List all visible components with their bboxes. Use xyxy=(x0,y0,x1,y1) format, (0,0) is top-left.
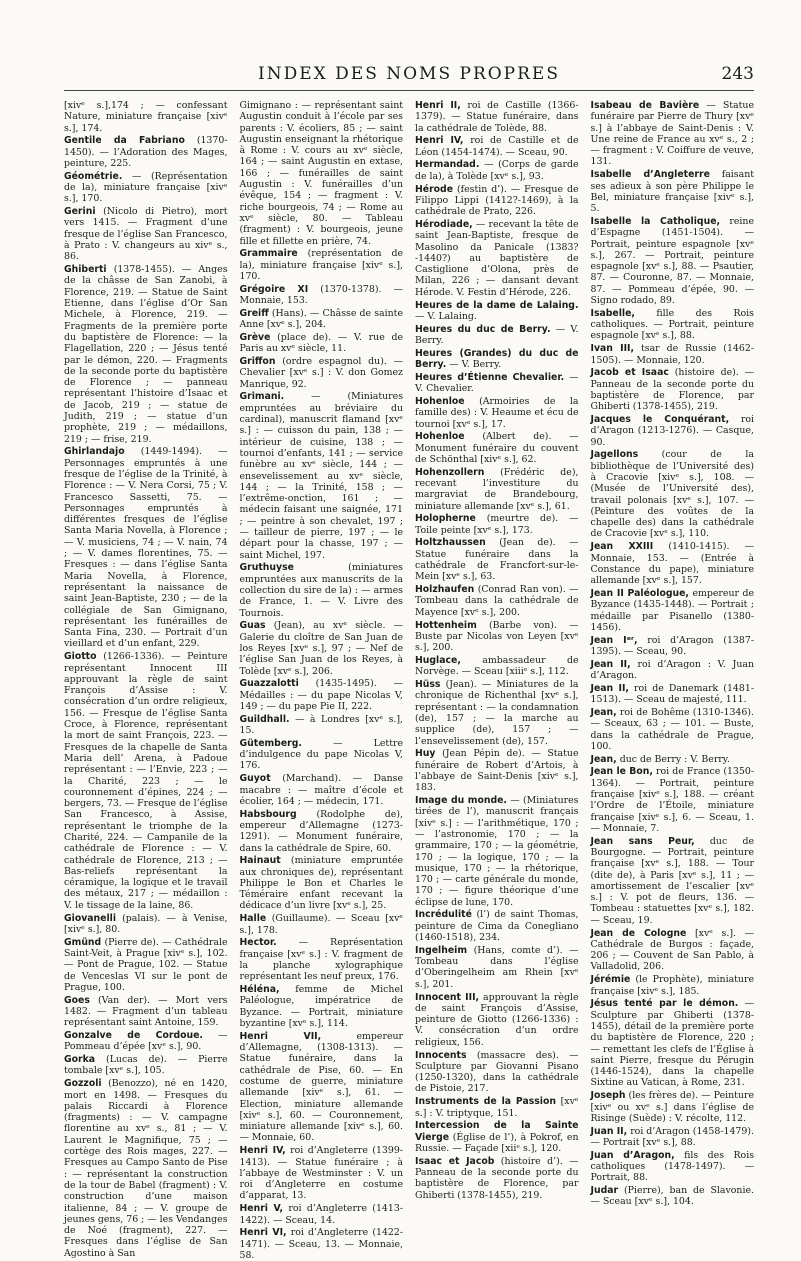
index-entry xyxy=(415,537,579,582)
entry-headword: Gruthuyse xyxy=(239,562,294,574)
entry-headword: Guildhall. xyxy=(239,713,290,725)
entry-headword: Jean II, xyxy=(590,682,629,694)
entry-text: (Albert de). — Monument funéraire du couvent de Schönthal [xivᵉ s.], 62. xyxy=(415,431,579,465)
entry-text: (Église de l’), à Pokrof, en Russie. — Façade [xiiᵉ s.], 120. xyxy=(415,1131,579,1154)
index-entry xyxy=(240,356,404,390)
entry-text: (place de). — V. rue de Paris au xvᵉ siècle, 11. xyxy=(239,331,404,355)
entry-text: (1370-1450). — l’Adoration des Mages, peinture, 225. xyxy=(64,135,228,169)
index-entry xyxy=(240,984,404,1029)
entry-text: (Hans). — Châsse de sainte Anne [xvᵉ s.], 204. xyxy=(239,307,403,331)
index-entry xyxy=(64,135,228,169)
entry-headword: Goes xyxy=(64,994,90,1006)
index-entry xyxy=(591,541,755,586)
entry-text: roi d’Angleterre (1422-1471). — Sceau, 13. — Monnaie, 58. xyxy=(239,1227,404,1261)
entry-headword: Huglace, xyxy=(415,654,461,666)
index-entry xyxy=(415,100,579,134)
entry-text: (histoire de). — Panneau de la seconde porte du baptistère de Florence, par Ghiberti (1378-1455), 219. xyxy=(590,367,755,413)
entry-text: — Sculpture par Ghiberti (1378-1455), détail de la première porte du baptistère de Florence, 220 ; — remettant les clefs de l’Église à saint Pierre, fresque du Pérugin (1446-1524), dans la chapelle Sixtine au Vatican, à Rome, 231. xyxy=(590,998,754,1089)
entry-headword: Jacob et Isaac xyxy=(590,367,669,379)
entry-text: — recevant la tête de saint Jean-Baptiste, fresque de Masolino da Panicale (1383?-1440?) au baptistère de Castiglione d’Olona, près de Milan, 226 ; — dansant devant Hérode. V. Festin d’Hérode, 226. xyxy=(415,218,579,298)
entry-text: duc de Berry : V. Berry. xyxy=(619,753,730,765)
entry-headword: Jean Iᵉʳ, xyxy=(590,634,638,646)
index-entry xyxy=(240,284,404,307)
entry-text: fille des Rois catholiques. — Portrait, peinture espagnole [xvᵉ s.], 88. xyxy=(590,307,754,342)
entry-text: (Jean de). — Statue funéraire dans la cathédrale de Francfort-sur-le-Mein [xvᵉ s.], 63. xyxy=(415,537,579,583)
running-header xyxy=(64,64,754,91)
entry-text: roi d’Angleterre (1413-1422). — Sceau, 14. xyxy=(239,1203,403,1226)
index-entry xyxy=(64,937,228,993)
index-columns xyxy=(64,100,755,1261)
index-entry xyxy=(591,414,755,448)
entry-text: (Pierre), ban de Slavonie. — Sceau [xvᵉ s.], 104. xyxy=(590,1185,754,1208)
entry-headword: Ghiberti xyxy=(64,264,107,276)
column-3 xyxy=(415,100,579,1201)
entry-text: (Hans, comte d’). — Tombeau dans l’église d’Oberingelheim am Rhein [xvᵉ s.], 201. xyxy=(415,944,579,990)
index-entry xyxy=(415,620,579,654)
entry-headword: Jean de Cologne xyxy=(590,927,687,939)
entry-headword: Heures du duc de Berry. xyxy=(415,323,551,335)
entry-text: (Nicolo di Pietro), mort vers 1415. — Fragment d’une fresque de l’église San Francesco, à Prato : V. changeurs au xivᵉ s., 86. xyxy=(64,206,228,263)
entry-headword: Guyot xyxy=(239,773,271,785)
index-entry xyxy=(591,449,755,539)
entry-headword: Joseph xyxy=(590,1090,626,1102)
entry-headword: Heures d’Étienne Chevalier. xyxy=(415,371,565,383)
entry-headword: Gorka xyxy=(64,1054,96,1066)
entry-headword: Hüss xyxy=(415,679,441,691)
entry-headword: Hohenzollern xyxy=(415,466,485,478)
entry-headword: Hottenheim xyxy=(415,619,477,631)
index-entry xyxy=(591,998,755,1088)
index-entry xyxy=(240,248,404,282)
entry-headword: Henri VII, xyxy=(239,1030,322,1042)
index-entry xyxy=(64,1078,228,1259)
entry-text: ambassadeur de Norvège. — Sceau [xiiiᵉ s.], 112. xyxy=(415,654,579,678)
entry-headword: Gütemberg. xyxy=(239,737,302,749)
column-1 xyxy=(64,100,228,1259)
entry-headword: Heures de la dame de Lalaing. xyxy=(415,299,579,311)
entry-headword: Isaac et Jacob xyxy=(415,1155,495,1167)
entry-headword: Ghirlandajo xyxy=(64,446,125,458)
entry-text: (Marchand). — Danse macabre : — maître d’école et écolier, 164 ; — médecin, 171. xyxy=(239,773,403,807)
index-entry xyxy=(240,100,404,247)
entry-text: (Pierre de). — Cathédrale Saint-Veit, à Prague [xivᵉ s.], 102. — Pont de Prague, 102. — Statue de Venceslas VI sur le pont de Prague, 100. xyxy=(64,936,228,993)
entry-text: (1410-1415). — Monnaie, 153. — (Entrée à Constance du pape), miniature allemande [xvᵉ s.], 157. xyxy=(590,541,754,587)
index-entry xyxy=(415,219,579,298)
index-entry xyxy=(591,367,755,412)
entry-headword: Guas xyxy=(239,620,266,632)
index-entry xyxy=(240,308,404,331)
entry-headword: Grève xyxy=(239,331,271,343)
index-entry xyxy=(415,992,579,1048)
column-2 xyxy=(239,100,404,1261)
index-entry xyxy=(64,446,228,649)
entry-headword: Giotto xyxy=(64,651,97,663)
entry-text: (Jean). — Miniatures de la chronique de Richenthal [xvᵉ s.], représentant : — la condamnation (de), 157 ; — la marche au supplice (de), 157 ; — l’ensevelissement (de), 157. xyxy=(415,679,579,747)
index-entry xyxy=(415,748,579,793)
index-entry xyxy=(240,714,404,737)
index-entry xyxy=(591,169,755,214)
entry-headword: Juan d’Aragon, xyxy=(590,1149,675,1161)
entry-headword: Hector. xyxy=(239,937,277,949)
entry-headword: Jean, xyxy=(590,706,617,718)
entry-text: (1435-1495). — Médailles : — du pape Nicolas V, 149 ; — du pape Pie II, 222. xyxy=(239,678,403,712)
entry-text: Gimignano : — représentant saint Augustin conduit à l’école par ses parents : V. écoliers, 85 ; — saint Augustin enseignant la rhétorique à Rome : V. cours au xvᵉ siècle, 164 ; — saint Augustin en extase, 166 ; — funérailles de saint Augustin : V. funérailles d’un évêque, 154 ; — fragment : V. riche bourgeois, 74 ; — Rome au xvᵉ siècle, 80. — Tableau (fragment) : V. bourgeois, jeune fille et fillette en prière, 74. xyxy=(239,100,403,247)
index-entry xyxy=(64,100,228,134)
page-number: 243 xyxy=(721,64,754,84)
entry-headword: Ivan III, xyxy=(590,343,635,355)
entry-headword: Henri IV, xyxy=(415,135,464,147)
index-entry xyxy=(240,1203,404,1226)
entry-text: empereur d’Allemagne, (1308-1313). — Statue funéraire, dans la cathédrale de Pise, 60. — En costume de guerre, miniature allemande [xivᵉ s.], 61. — Election, miniature allemande [xivᵉ s.], 60. — Couronnement, miniature allemande [xivᵉ s.], 60. — Monnaie, 60. xyxy=(239,1030,404,1144)
entry-text: — (Miniatures empruntées au bréviaire du cardinal), manuscrit flamand [xvᵉ s.] : — cuisson du pain, 138 ; — intérieur de cuisine, 138 ; — tournoi d’enfants, 141 ; — service funèbre au xvᵉ siècle, 144 ; — ensevelissement au xvᵉ siècle, 144 ; — la Trinité, 158 ; — l’extrême-onction, 161 ; — médecin faisant une saignée, 171 ; — peintre à son chevalet, 197 ; — tailleur de pierre, 197 ; — le départ pour la chasse, 197 ; — saint Michel, 197. xyxy=(239,391,403,561)
entry-text: (1370-1378). — Monnaie, 153. xyxy=(239,283,403,307)
entry-text: — V. Berry. xyxy=(415,323,579,346)
index-entry xyxy=(415,159,579,182)
index-entry xyxy=(415,467,579,512)
entry-headword: Heures (Grandes) du duc de Berry. xyxy=(415,347,579,371)
entry-text: (Jean), au xvᵉ siècle. — Galerie du cloître de San Juan de los Reyes [xvᵉ s.], 97 ; — Nef de l’église San Juan de los Reyes, à Tolède [xvᵉ s.], 206. xyxy=(239,620,403,677)
column-4 xyxy=(590,100,755,1208)
entry-headword: Image du monde. xyxy=(415,795,507,807)
entry-headword: Grammaire xyxy=(239,248,298,260)
entry-headword: Jagellons xyxy=(590,449,639,461)
entry-headword: Holzhaufen xyxy=(415,584,475,596)
index-entry xyxy=(240,332,404,355)
index-entry xyxy=(240,678,404,712)
entry-headword: Henri II, xyxy=(415,100,461,111)
index-entry xyxy=(64,995,228,1029)
entry-headword: Griffon xyxy=(239,356,276,368)
entry-headword: Holtzhaussen xyxy=(415,537,486,549)
entry-text: roi d’Aragon (1387-1395). — Sceau, 90. xyxy=(590,634,754,657)
index-entry xyxy=(240,855,404,911)
entry-headword: Géométrie. xyxy=(64,170,123,182)
entry-text: (Van der). — Mort vers 1482. — Fragment d’un tableau représentant saint Antoine, 159. xyxy=(64,994,228,1029)
entry-headword: Isabelle d’Angleterre xyxy=(590,169,710,181)
entry-text: [xvᵉ s.]. — Cathédrale de Burgos : façade, 206 ; — Couvent de San Pablo, à Valladolid, 206. xyxy=(590,927,755,973)
index-entry xyxy=(415,584,579,618)
index-entry xyxy=(64,264,228,445)
entry-text: tsar de Russie (1462-1505). — Monnaie, 120. xyxy=(590,343,754,366)
index-entry xyxy=(415,300,579,323)
index-entry xyxy=(240,773,404,807)
index-entry xyxy=(415,795,579,908)
index-entry xyxy=(415,135,579,158)
entry-text: (Armoiries de la famille des) : V. Heaume et écu de tournoi [xvᵉ s.], 17. xyxy=(415,395,579,430)
index-entry xyxy=(64,206,228,262)
entry-text: — (Miniatures tirées de l’), manuscrit français [xivᵉ s.] : — l’arithmétique, 170 ; — l’astronomie, 170 ; — la grammaire, 170 ; — la géométrie, 170 ; — la logique, 170 ; — la musique, 170 ; — la rhétorique, 170 ; — carte générale du monde, 170 ; — figure théorique d’une éclipse de lune, 170. xyxy=(415,795,579,908)
entry-text: faisant ses adieux à son père Philippe le Bel, miniature française [xivᵉ s.], 5. xyxy=(590,169,755,215)
index-entry xyxy=(240,809,404,854)
entry-text: roi d’Aragon : V. Juan d’Aragon. xyxy=(590,658,755,682)
entry-headword: Juan II, xyxy=(590,1125,628,1137)
index-entry xyxy=(240,620,404,676)
entry-text: (le Prophète), miniature française [xivᵉ s.], 185. xyxy=(590,974,754,997)
entry-text: (miniature empruntée aux chroniques de), représentant Philippe le Bon et Charles le Téméraire enfant recevant la dédicace d’un livre [xvᵉ s.], 25. xyxy=(239,855,403,912)
entry-headword: Jérémie xyxy=(590,974,631,986)
entry-headword: Hohenloe xyxy=(415,395,465,407)
index-entry xyxy=(415,348,579,371)
index-entry xyxy=(240,1227,404,1261)
entry-headword: Gentile da Fabriano xyxy=(64,135,185,147)
entry-text: (Conrad Ran von). — Tombeau dans la cathédrale de Mayence [xvᵉ s.], 200. xyxy=(415,584,579,618)
entry-text: fils des Rois catholiques (1478-1497). — Portrait, 88. xyxy=(590,1149,755,1184)
entry-headword: Jean XXIII xyxy=(590,541,654,553)
entry-headword: Jean le Bon, xyxy=(590,766,653,778)
entry-text: (Rodolphe de), empereur d’Allemagne (1273-1291). — Monument funéraire, dans la cathédrale de Spire, 60. xyxy=(239,808,403,854)
index-entry xyxy=(591,1090,755,1124)
entry-headword: Gozzoli xyxy=(64,1078,102,1090)
index-entry xyxy=(415,431,579,465)
entry-text: — à Londres [xvᵉ s.], 15. xyxy=(239,713,403,737)
index-entry xyxy=(591,754,755,765)
entry-text: femme de Michel Paléologue, impératrice de Byzance. — Portrait, miniature byzantine [xvᵉ s.], 114. xyxy=(239,984,403,1029)
entry-text: — Pommeau d’épée [xvᵉ s.], 90. xyxy=(64,1030,228,1053)
entry-text: (miniatures empruntées aux manuscrits de la collection du sire de la) : — armes de France, 1. — V. Livre des Tournois. xyxy=(239,562,403,619)
entry-text: approuvant la règle de saint François d’Assise, peinture de Giotto (1266-1336) : V. consécration d’un ordre religieux, 156. xyxy=(415,991,579,1048)
entry-headword: Hainaut xyxy=(239,855,281,867)
entry-headword: Innocent III, xyxy=(415,991,480,1003)
entry-text: — (Représentation de la), miniature française [xivᵉ s.], 170. xyxy=(64,170,228,205)
index-entry xyxy=(591,766,755,834)
entry-text: roi de Danemark (1481-1513). — Sceau de majesté, 111. xyxy=(590,682,754,706)
entry-headword: Ingelheim xyxy=(415,944,468,956)
index-entry xyxy=(64,171,228,205)
entry-text: roi de Castille et de Léon (1454-1474). — Sceau, 90. xyxy=(415,135,579,158)
entry-text: (Frédéric de), recevant l’investiture du margraviat de Brandebourg, miniature allemande [xvᵉ s.], 61. xyxy=(415,466,579,512)
entry-text: — V. Lalaing. xyxy=(415,310,477,322)
entry-headword: Jean, xyxy=(590,753,617,765)
entry-text: (les frères de). — Peinture [xivᵉ ou xvᵉ s.] dans l’église de Risinge (Suède) : V. récolte, 112. xyxy=(590,1090,754,1124)
entry-text: (histoire d’). — Panneau de la seconde porte du baptistère de Florence, par Ghiberti (1378-1455), 219. xyxy=(415,1155,579,1201)
index-entry xyxy=(415,1050,579,1095)
entry-headword: Innocents xyxy=(415,1049,467,1061)
entry-headword: Guazzalotti xyxy=(239,678,299,690)
index-entry xyxy=(240,937,404,982)
entry-text: (massacre des). — Sculpture par Giovanni Pisano (1250-1320), dans la cathédrale de Pistoie, 217. xyxy=(415,1049,579,1095)
entry-text: (1378-1455). — Anges de la châsse de San Zanobi, à Florence, 219. — Statue de Saint Etienne, dans l’église d’Or San Michele, à Florence, 219. — Fragments de la première porte du baptistère de Florence: — la Flagellation, 220 ; — Jésus tenté par le démon, 220. — Fragments de la seconde porte du baptistère de Florence ; — panneau représentant l’histoire d’Isaac et de Jacob, 219 ; — statue de Judith, 219 ; — statue d’un prophète, 219 ; — médaillons, 219 ; — frise, 219. xyxy=(64,264,228,445)
entry-headword: Hérode xyxy=(415,183,454,195)
entry-text: (meurtre de). — Toile peinte [xvᵉ s.], 173. xyxy=(415,513,579,536)
entry-headword: Greiff xyxy=(239,307,269,319)
entry-text: — V. Chevalier. xyxy=(415,371,579,395)
entry-headword: Henri VI, xyxy=(239,1227,287,1239)
entry-headword: Grégoire XI xyxy=(239,283,309,295)
entry-text: roi d’Angleterre (1399-1413). — Statue funéraire ; à l’abbaye de Westminster : V. un roi d’Angleterre en costume d’apparat, 13. xyxy=(239,1145,403,1202)
entry-headword: Habsbourg xyxy=(239,808,297,820)
entry-text: — V. Berry. xyxy=(449,359,502,371)
entry-text: [xvᵉ s.] : V. triptyque, 151. xyxy=(415,1096,579,1119)
entry-text: reine d’Espagne (1451-1504). — Portrait, peinture espagnole [xvᵉ s.], 267. — Portrait, peinture espagnole [xvᵉ s.], 88. — Psautier, 87. — Couronne, 87. — Monnaie, 87. — Pommeau d’épée, 90. — Signo rodado, 89. xyxy=(590,215,754,307)
entry-headword: Grimani. xyxy=(239,391,285,403)
index-entry xyxy=(415,396,579,430)
entry-text: roi de Bohême (1310-1346). — Sceaux, 63 ; — 101. — Buste, dans la cathédrale de Prague, 100. xyxy=(590,706,754,752)
entry-headword: Instruments de la Passion xyxy=(415,1096,556,1108)
entry-text: — (Corps de garde de la), à Tolède [xvᵉ s.], 93. xyxy=(415,159,579,182)
index-entry xyxy=(591,836,755,926)
index-entry xyxy=(591,343,755,366)
entry-text: roi d’Aragon (1458-1479). — Portrait [xvᵉ s.], 88. xyxy=(590,1125,754,1148)
index-entry xyxy=(591,1126,755,1149)
index-entry xyxy=(415,1120,579,1154)
entry-headword: Incrédulité xyxy=(415,909,472,921)
entry-headword: Holopherne xyxy=(415,513,476,525)
entry-text: (cour de la bibliothèque de l’Université des) à Cracovie [xivᵉ s.], 108. — (Musée de l’Université des), travail polonais [xvᵉ s.], 107. — (Peinture des voûtes de la chapelle des) dans la cathédrale de Cracovie [xvᵉ s.], 110. xyxy=(590,449,754,540)
entry-headword: Hérodiade, xyxy=(415,218,473,230)
index-entry xyxy=(415,513,579,536)
entry-headword: Henri V, xyxy=(239,1203,284,1215)
entry-text: (Guillaume). — Sceau [xvᵉ s.], 178. xyxy=(239,913,403,936)
index-entry xyxy=(240,562,404,618)
entry-headword: Jean II Paléologue, xyxy=(590,587,689,599)
entry-headword: Giovanelli xyxy=(64,912,117,924)
entry-text: — Représentation française [xvᵉ s.] : V. fragment de la planche xylographique représentant les neuf preux, 176. xyxy=(239,937,403,983)
entry-headword: Hohenloe xyxy=(415,431,465,443)
index-entry xyxy=(591,1185,755,1208)
entry-headword: Isabelle la Catholique, xyxy=(590,215,721,227)
entry-headword: Jean sans Peur, xyxy=(590,835,695,847)
entry-text: — Statue funéraire par Pierre de Thury [xvᵉ s.] à l’abbaye de Saint-Denis : V. Une reine de France au xvᵉ s., 2 ; — fragment : V. Coiffure de veuve, 131. xyxy=(590,100,754,168)
index-entry xyxy=(591,100,755,168)
entry-text: roi de Castille (1366-1379). — Statue funéraire, dans la cathédrale de Tolède, 88. xyxy=(415,100,579,134)
entry-headword: Gerini xyxy=(64,206,96,218)
index-entry xyxy=(64,1054,228,1077)
entry-text: (Jean Pépin de). — Statue funéraire de Robert d’Artois, à l’abbaye de Saint-Denis [xivᵉ s.], 183. xyxy=(415,748,579,794)
entry-text: empereur de Byzance (1435-1448). — Portrait ; médaille par Pisanello (1380-1456). xyxy=(590,587,754,633)
index-entry xyxy=(415,372,579,395)
entry-headword: Gonzalve de Cordoue. xyxy=(64,1030,203,1042)
index-entry xyxy=(591,974,755,997)
index-entry xyxy=(240,1145,404,1201)
entry-headword: Isabeau de Bavière xyxy=(590,100,700,111)
entry-text: (représentation de la), miniature française [xivᵉ s.], 170. xyxy=(239,248,403,282)
index-entry xyxy=(240,913,404,936)
entry-text: (festin d’). — Fresque de Filippo Lippi (1412?-1469), à la cathédrale de Prato, 226. xyxy=(415,183,579,218)
index-entry xyxy=(591,707,755,752)
index-entry xyxy=(240,1031,404,1144)
entry-text: (Lucas de). — Pierre tombale [xvᵉ s.], 105. xyxy=(64,1054,228,1077)
index-entry xyxy=(415,945,579,990)
index-entry xyxy=(591,659,755,682)
entry-headword: Isabelle, xyxy=(590,307,635,319)
page-title: INDEX DES NOMS PROPRES xyxy=(258,64,560,84)
entry-headword: Gmünd xyxy=(64,936,102,948)
index-entry xyxy=(415,184,579,218)
entry-text: (1449-1494). — Personnages empruntés à une fresque de l’église de la Trinité, à Florence : — V. Nera Corsi, 75 ; V. Francesco Sassetti, 75. — Personnages empruntés à différentes fresques de l’église Santa Maria Novella, à Florence ; — V. musiciens, 74 ; — V. nain, 74 ; — V. dames florentines, 75. — Fresques : — dans l’église Santa Maria Novella, à Florence, représentant la naissance de saint Jean-Baptiste, 230 ; — de la collégiale de San Gimignano, représentant les funérailles de Santa Fina, 230. — Portrait d’un vieillard et d’un enfant, 229. xyxy=(64,446,228,650)
index-entry xyxy=(64,913,228,936)
index-entry xyxy=(415,679,579,747)
index-entry xyxy=(591,683,755,706)
entry-headword: Jacques le Conquérant, xyxy=(590,414,730,426)
index-entry xyxy=(591,308,755,342)
index-entry xyxy=(591,588,755,633)
index-entry xyxy=(415,1156,579,1201)
entry-text: — Lettre d’indulgence du pape Nicolas V, 176. xyxy=(239,737,403,772)
index-entry xyxy=(415,655,579,678)
index-entry xyxy=(240,391,404,560)
index-entry xyxy=(415,1096,579,1119)
entry-headword: Intercession de la Sainte Vierge xyxy=(415,1120,579,1143)
entry-text: [xivᵉ s.],174 ; — confessant Nature, miniature française [xivᵉ s.], 174. xyxy=(64,100,228,134)
index-entry xyxy=(591,635,755,658)
entry-headword: Héléna, xyxy=(239,984,280,996)
entry-text: (Barbe von). — Buste par Nicolas von Leyen [xvᵉ s.], 200. xyxy=(415,619,579,654)
entry-headword: Jésus tenté par le démon. xyxy=(590,998,739,1010)
entry-headword: Judar xyxy=(590,1185,619,1197)
index-entry xyxy=(64,651,228,911)
entry-headword: Hermandad. xyxy=(415,159,480,171)
index-entry xyxy=(240,738,404,772)
entry-headword: Huy xyxy=(415,748,436,760)
index-entry xyxy=(591,1150,755,1184)
index-entry xyxy=(64,1030,228,1053)
index-entry xyxy=(591,928,755,973)
entry-headword: Halle xyxy=(239,913,267,925)
index-entry xyxy=(415,909,579,943)
index-entry xyxy=(415,324,579,347)
index-entry xyxy=(591,216,755,306)
entry-text: (l’) de saint Thomas, peinture de Cima da Conegliano (1460-1518), 234. xyxy=(415,909,579,944)
entry-text: (1266-1336). — Peinture représentant Innocent III approuvant la règle de saint François d’Assise : V. consécration d’un ordre religieux, 156. — Fresque de l’église Santa Croce, à Florence, représentant la mort de saint François, 223. — Fresques de la chapelle de Santa Maria dell’ Arena, à Padoue représentant : — l’Envie, 223 ; — la Charité, 223 ; — le couronnement d’épines, 224 ; — bergers, 73. — Fresque de l’église San Francesco, à Assise, représentant le triomphe de la Charité, 224. — Campanile de la cathédrale de Florence : — V. cathédrale de Florence, 213 ; — Bas-reliefs représentant la céramique, la logique et le travail des métaux, 217 ; — médaillon : V. le tissage de la laine, 86. xyxy=(64,651,228,911)
entry-text: roi d’Aragon (1213-1276). — Casque, 90. xyxy=(590,414,754,448)
entry-text: (ordre espagnol du). — Chevalier [xvᵉ s.] : V. don Gomez Manrique, 92. xyxy=(239,356,403,390)
entry-text: roi de France (1350-1364). — Portrait, peinture française [xivᵉ s.], 188. — créant l’Ordre de l’Étoile, miniature française [xivᵉ s.], 6. — Sceau, 1. — Monnaie, 7. xyxy=(590,766,754,834)
entry-text: (Benozzo), né en 1420, mort en 1498. — Fresques du palais Riccardi à Florence (fragments) : — V. campagne florentine au xvᵉ s., 81 ; — V. Laurent le Magnifique, 75 ; — cortège des Rois mages, 227. — Fresques au Campo Santo de Pise : — représentant la construction de la tour de Babel (fragment) : V. construction d’une maison italienne, 84 ; — V. groupe de jeunes gens, 76 ; — les Vendanges de Noé (fragment), 227. — Fresques dans l’église de San Agostino à San xyxy=(64,1078,228,1259)
entry-headword: Jean II, xyxy=(590,658,631,670)
entry-text: duc de Bourgogne. — Portrait, peinture française [xvᵉ s.], 188. — Tour (dite de), à Paris [xvᵉ s.], 11 ; — amortissement de l’escalier [xvᵉ s.] : V. pot de fleurs, 136. — Tombeau : statuettes [xvᵉ s.], 182. — Sceau, 19. xyxy=(590,835,755,926)
entry-headword: Henri IV, xyxy=(239,1145,286,1157)
entry-text: (palais). — à Venise, [xivᵉ s.], 80. xyxy=(64,912,228,935)
